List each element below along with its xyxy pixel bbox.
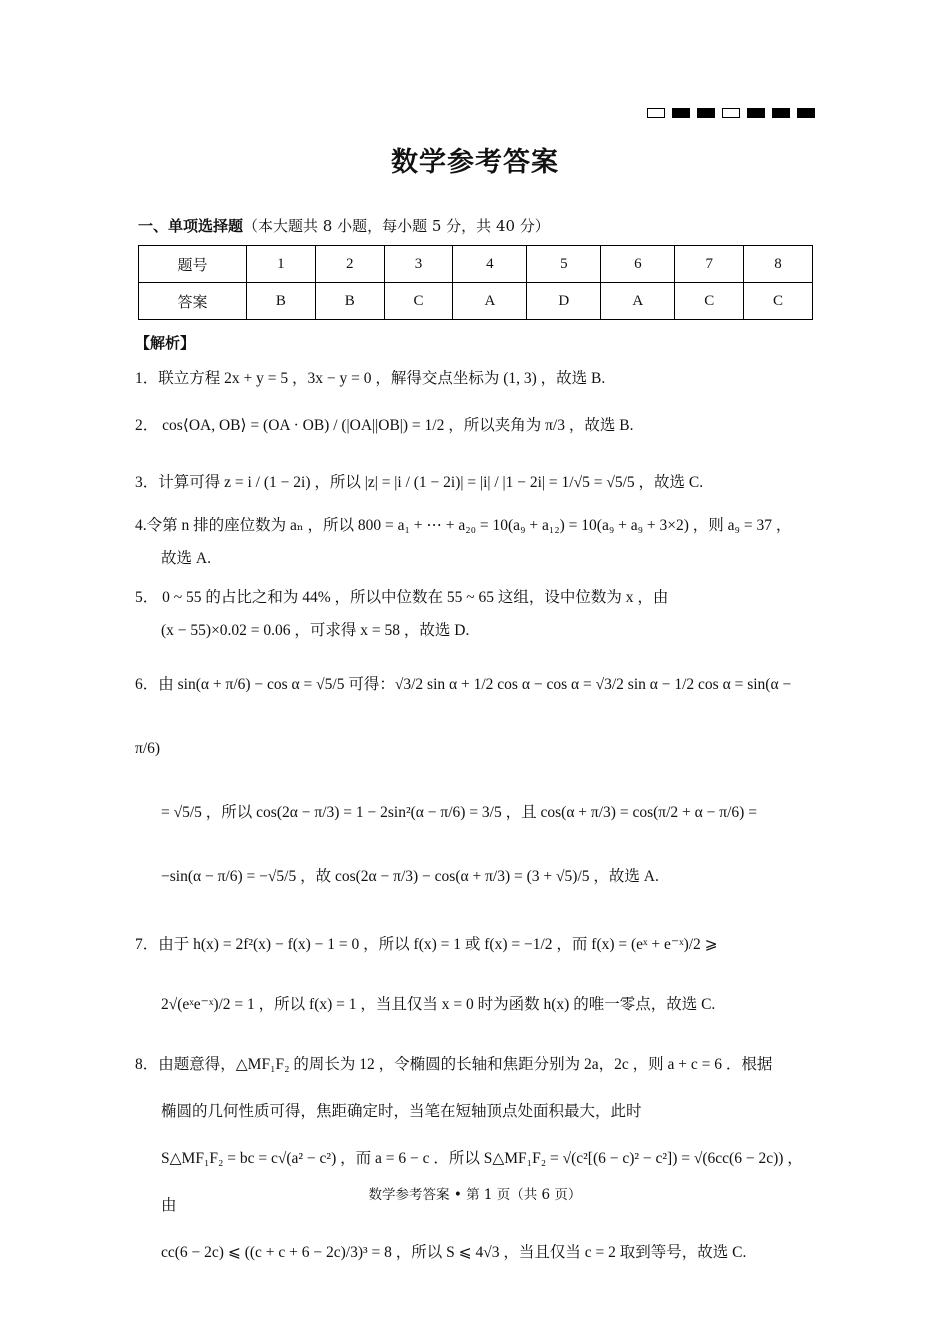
solution-line: 6．由 sin(α + π/6) − cos α = √5/5 可得：√3/2 sin α + 1/2 cos α − cos α = √3/2 sin α − 1/2 cos α = sin(α − π/6): [135, 676, 792, 757]
solution-line: 5． 0 ~ 55 的占比之和为 44% ，所以中位数在 55 ~ 65 这组，设中位数为 x ，由: [135, 589, 669, 606]
page-markers: [647, 108, 815, 118]
solution-7: [135, 915, 815, 1035]
analysis-label: 【解析】: [135, 334, 196, 352]
solution-line: 8．由题意得，△MF₁F₂ 的周长为 12 ，令椭圆的长轴和焦距分别为 2a，2c ，则 a + c = 6 ．根据: [135, 1056, 773, 1073]
question-number: 6: [601, 246, 675, 283]
solution-8: [135, 1041, 815, 1276]
answer-cell: B: [315, 283, 384, 320]
solution-3: [135, 466, 815, 499]
question-number: 8: [744, 246, 813, 283]
filled-square-marker: [697, 108, 715, 118]
table-row: [139, 283, 813, 320]
solution-line: −sin(α − π/6) = −√5/5 ，故 cos(2α − π/3) − cos(α + π/3) = (3 + √5)/5 ，故选 A.: [161, 868, 659, 885]
answer-cell: D: [527, 283, 601, 320]
solution-line: (x − 55)×0.02 = 0.06 ，可求得 x = 58 ，故选 D.: [161, 622, 470, 639]
section-note: （本大题共 8 小题，每小题 5 分，共 40 分）: [243, 217, 550, 235]
solution-6: [135, 653, 815, 909]
filled-square-marker: [747, 108, 765, 118]
answer-cell: C: [384, 283, 453, 320]
question-number: 4: [453, 246, 527, 283]
empty-square-marker: [722, 108, 740, 118]
row-label-number: 题号: [139, 246, 247, 283]
solutions-list: [135, 362, 815, 1282]
answer-cell: A: [601, 283, 675, 320]
solution-line: 4.令第 n 排的座位数为 aₙ ，所以 800 = a₁ + ⋯ + a₂₀ = 10(a₉ + a₁₂) = 10(a₉ + a₉ + 3×2) ，则 a₉ = 37 ，: [135, 517, 792, 534]
row-label-answer: 答案: [139, 283, 247, 320]
solution-line: 1．联立方程 2x + y = 5 ，3x − y = 0 ，解得交点坐标为 (1, 3) ，故选 B.: [135, 370, 606, 387]
solution-line: 故选 A.: [161, 550, 211, 567]
section-title: 一、单项选择题: [138, 217, 244, 235]
solution-line: 2． cos⟨OA, OB⟩ = (OA · OB) / (|OA||OB|) = 1/2 ，所以夹角为 π/3 ，故选 B.: [135, 417, 634, 434]
answer-cell: C: [675, 283, 744, 320]
solution-line: 椭圆的几何性质可得，焦距确定时，当笔在短轴顶点处面积最大，此时: [161, 1103, 642, 1120]
question-number: 3: [384, 246, 453, 283]
question-number: 5: [527, 246, 601, 283]
answer-cell: B: [247, 283, 316, 320]
solution-2: [135, 409, 815, 442]
solution-5: [135, 581, 815, 647]
filled-square-marker: [672, 108, 690, 118]
solution-4: [135, 509, 815, 575]
page-footer: 数学参考答案 • 第 1 页（共 6 页）: [368, 1187, 582, 1203]
question-number: 2: [315, 246, 384, 283]
filled-square-marker: [772, 108, 790, 118]
empty-square-marker: [647, 108, 665, 118]
answer-cell: A: [453, 283, 527, 320]
section-heading: [138, 215, 550, 236]
question-number: 1: [247, 246, 316, 283]
solution-1: [135, 362, 815, 395]
question-number: 7: [675, 246, 744, 283]
solution-line: cc(6 − 2c) ⩽ ((c + c + 6 − 2c)/3)³ = 8 ，所以 S ⩽ 4√3 ，当且仅当 c = 2 取到等号，故选 C.: [161, 1244, 747, 1261]
answer-cell: C: [744, 283, 813, 320]
solution-line: S△MF₁F₂ = bc = c√(a² − c²) ，而 a = 6 − c ．所以 S△MF₁F₂ = √(c²[(6 − c)² − c²]) = √(6cc(6 − 2c)) ，由: [161, 1150, 803, 1214]
solution-line: 3．计算可得 z = i / (1 − 2i) ，所以 |z| = |i / (1 − 2i)| = |i| / |1 − 2i| = 1/√5 = √5/5 ，故选 C.: [135, 474, 704, 491]
filled-square-marker: [797, 108, 815, 118]
table-row: [139, 246, 813, 283]
solution-line: = √5/5 ，所以 cos(2α − π/3) = 1 − 2sin²(α − π/6) = 3/5 ，且 cos(α + π/3) = cos(π/2 + α − π/6) =: [161, 804, 757, 821]
solution-line: 2√(eˣe⁻ˣ)/2 = 1 ，所以 f(x) = 1 ，当且仅当 x = 0 时为函数 h(x) 的唯一零点，故选 C.: [161, 996, 716, 1013]
page-title: 数学参考答案: [391, 147, 559, 178]
solution-line: 7．由于 h(x) = 2f²(x) − f(x) − 1 = 0 ，所以 f(x) = 1 或 f(x) = −1/2 ，而 f(x) = (eˣ + e⁻ˣ)/2 ⩾: [135, 936, 718, 953]
answer-table: [138, 245, 813, 320]
